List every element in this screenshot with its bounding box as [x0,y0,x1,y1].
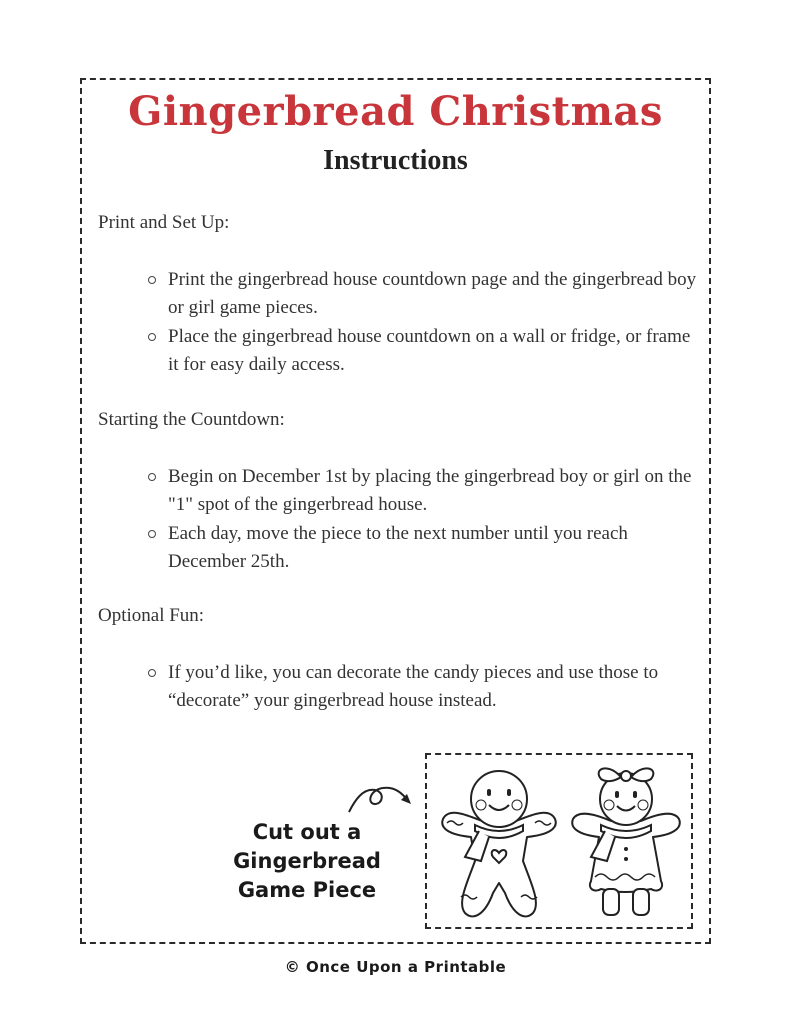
curly-arrow-icon [345,778,417,818]
cutout-label-line: Cut out a [252,820,362,844]
list-item: Place the gingerbread house countdown on a wall or fridge, or frame it for easy daily access. [148,323,698,379]
cutout-label [222,818,392,905]
section-heading-countdown: Starting the Countdown: [98,409,285,430]
gingerbread-boy-icon [437,765,562,923]
page-subtitle: Instructions [323,145,468,176]
game-piece-cutout-box [425,753,693,929]
page-title: Gingerbread Christmas [128,88,663,135]
list-item: Print the gingerbread house countdown page and the gingerbread boy or girl game pieces. [148,266,698,322]
setup-list [148,266,698,380]
cutout-label-line: Game Piece [237,878,377,902]
cutout-label-line: Gingerbread [233,849,381,873]
section-heading-setup: Print and Set Up: [98,212,230,233]
list-item: If you’d like, you can decorate the candy pieces and use those to “decorate” your gingerbread house instead. [148,659,698,715]
list-item: Each day, move the piece to the next number until you reach December 25th. [148,520,698,576]
countdown-list [148,463,698,577]
section-heading-optional: Optional Fun: [98,605,205,626]
optional-list [148,659,698,716]
list-item: Begin on December 1st by placing the gingerbread boy or girl on the "1" spot of the gingerbread house. [148,463,698,519]
copyright-footer: © Once Upon a Printable [284,958,507,976]
gingerbread-girl-icon [567,761,685,923]
